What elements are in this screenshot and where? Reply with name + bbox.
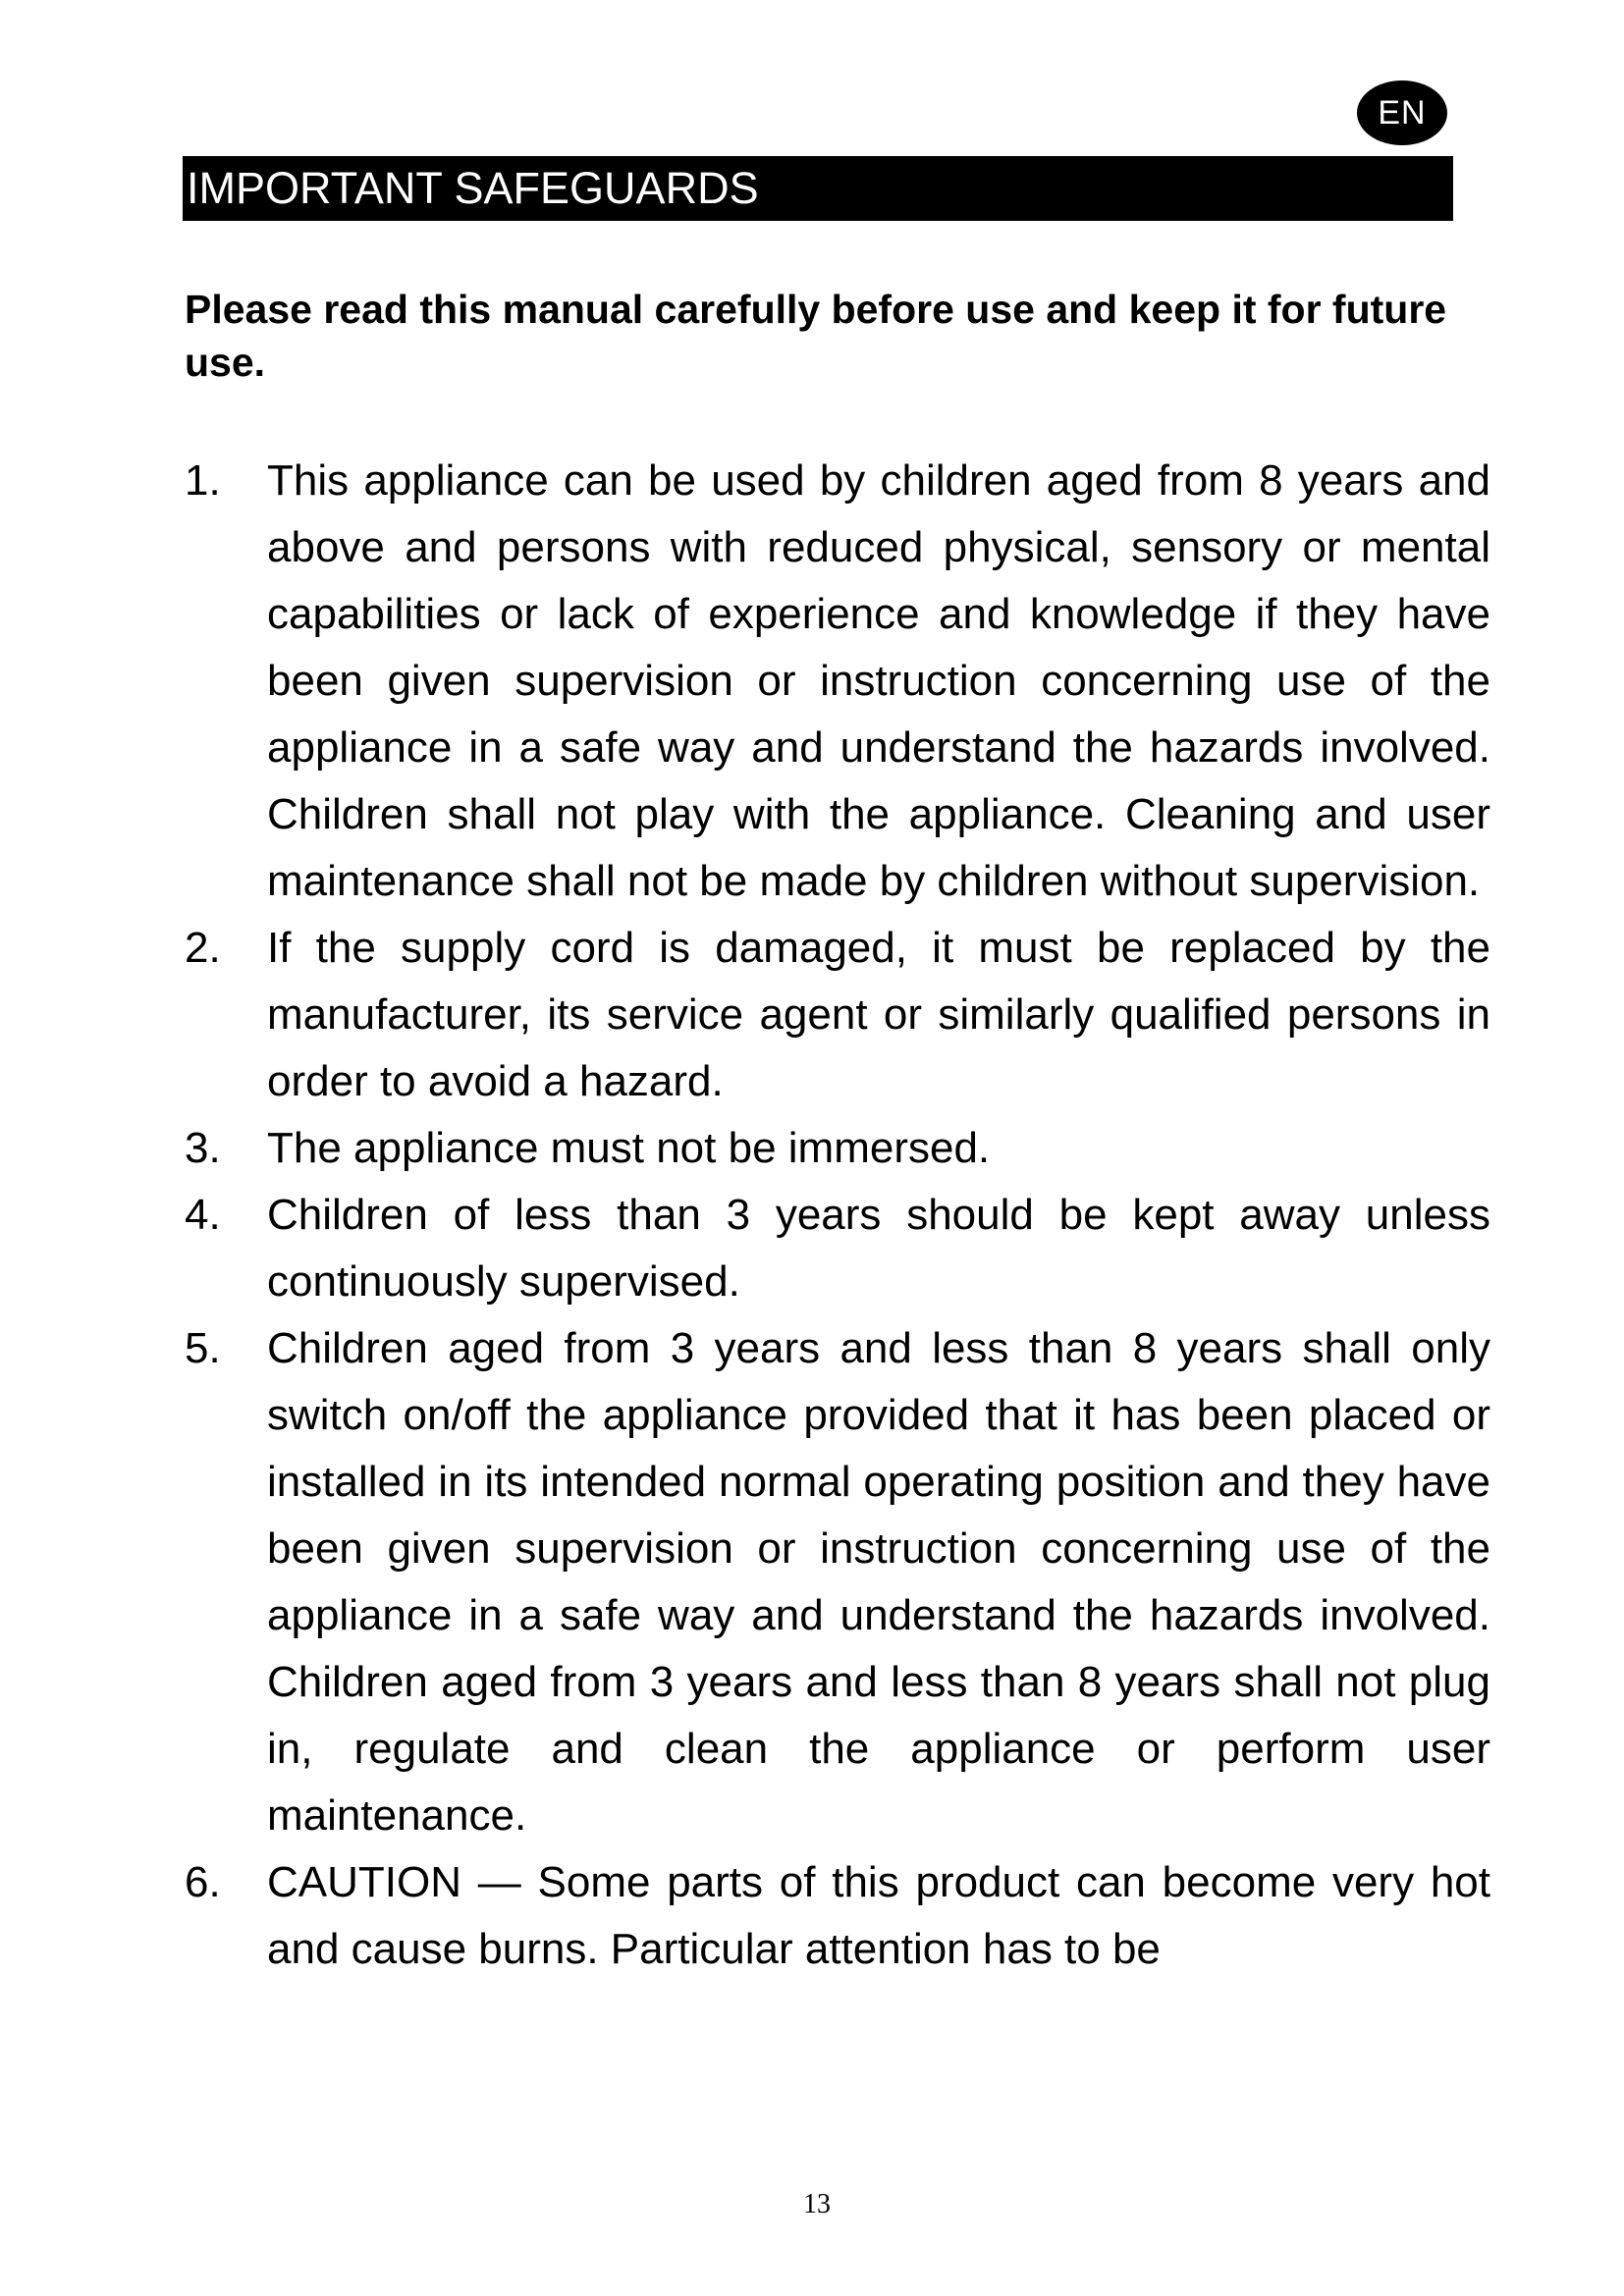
item-number: 6.: [185, 1858, 221, 1906]
list-item: [185, 915, 1490, 1115]
list-item: [185, 1182, 1490, 1315]
list-item: [185, 1115, 1490, 1182]
intro-text: Please read this manual carefully before use and keep it for future use.: [185, 287, 1447, 385]
item-text: If the supply cord is damaged, it must be replaced by the manufacturer, its service agent or similarly qualified persons in order to avoid a hazard.: [267, 924, 1490, 1105]
item-number: 5.: [185, 1324, 221, 1372]
page-number: 13: [803, 2189, 831, 2219]
item-text: This appliance can be used by children aged from 8 years and above and persons with reduced physical, sensory or mental capabilities or lack of experience and knowledge if they have been given supervision or instruction concerning use of the appliance in a safe way and understand the hazards involved. Children shall not play with the appliance. Cleaning and user maintenance shall not be made by children without supervision.: [267, 456, 1490, 905]
section-title: IMPORTANT SAFEGUARDS: [183, 156, 1453, 221]
safeguards-list: [185, 448, 1490, 1983]
item-number: 2.: [185, 924, 221, 972]
item-number: 1.: [185, 456, 221, 505]
item-text: Children aged from 3 years and less than 8 years shall only switch on/off the appliance provided that it has been placed or installed in its intended normal operating position and they have been given supervision or instruction concerning use of the appliance in a safe way and understand the hazards involved. Children aged from 3 years and less than 8 years shall not plug in, regulate and clean the appliance or perform user maintenance.: [267, 1324, 1490, 1840]
item-number: 3.: [185, 1124, 221, 1172]
item-text: Children of less than 3 years should be kept away unless continuously supervised.: [267, 1191, 1490, 1306]
list-item: [185, 1849, 1490, 1983]
item-text: The appliance must not be immersed.: [267, 1124, 991, 1172]
item-text: CAUTION — Some parts of this product can become very hot and cause burns. Particular attention has to be: [267, 1858, 1490, 1973]
list-item: [185, 448, 1490, 915]
list-item: [185, 1315, 1490, 1849]
item-number: 4.: [185, 1191, 221, 1239]
language-badge: EN: [1357, 80, 1447, 145]
